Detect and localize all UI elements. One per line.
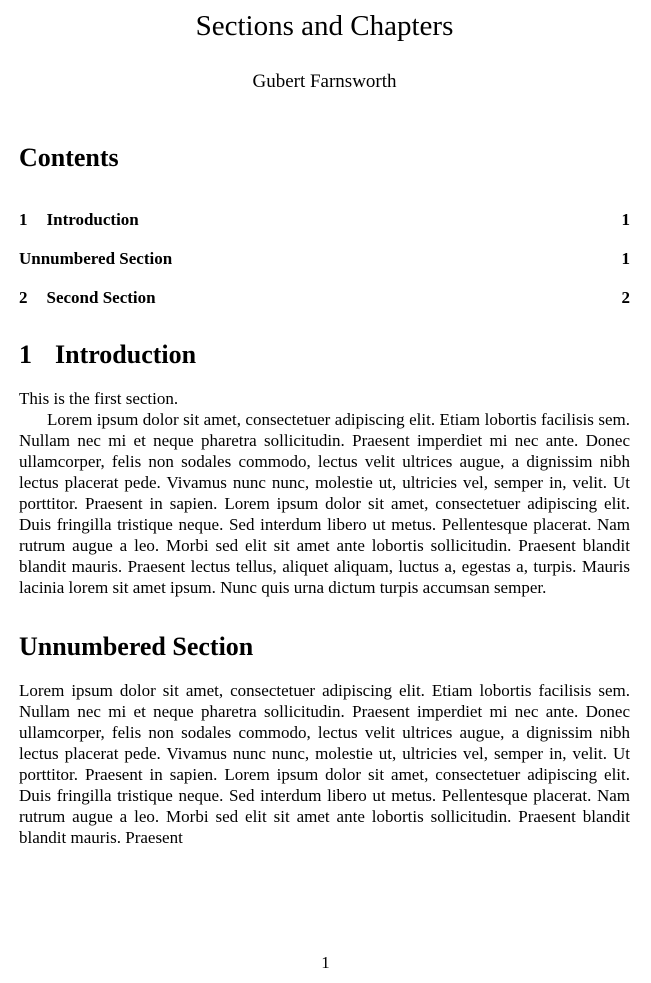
paragraph: Lorem ipsum dolor sit amet, consectetuer adipiscing elit. Etiam lobortis facilisis sem. Nullam nec mi et neque pharetra sollicitudin. Praesent imperdiet mi nec ante. Donec ullamcorper, felis non sodales commodo, lectus velit ultrices augue, a dignissim nibh lectus placerat pede. Vivamus nunc nunc, molestie ut, ultricies vel, semper in, velit. Ut porttitor. Praesent in sapien. Lorem ipsum dolor sit amet, consectetuer adipiscing elit. Duis fringilla tristique neque. Sed interdum libero ut metus. Pellentesque placerat. Nam rutrum augue a leo. Morbi sed elit sit amet ante lobortis sollicitudin. Praesent blandit blandit mauris. Praesent <box>19 680 630 847</box>
section-heading <box>19 632 630 662</box>
toc-entry <box>19 289 630 306</box>
section-unnumbered <box>19 632 630 848</box>
table-of-contents <box>19 211 630 306</box>
toc-entry-number: 1 <box>19 210 28 230</box>
section-title: Unnumbered Section <box>19 631 254 661</box>
contents-heading: Contents <box>19 143 119 173</box>
toc-entry-page: 1 <box>621 210 630 230</box>
document-author: Gubert Farnsworth <box>252 71 397 93</box>
toc-entry-number: 2 <box>19 288 28 308</box>
document-title: Sections and Chapters <box>195 10 454 42</box>
section-heading <box>19 340 630 370</box>
toc-entry-label: Second Section <box>46 288 156 308</box>
section-number: 1 <box>19 340 32 370</box>
toc-entry-page: 1 <box>621 249 630 269</box>
paragraph: Lorem ipsum dolor sit amet, consectetuer adipiscing elit. Etiam lobortis facilisis sem. Nullam nec mi et neque pharetra sollicitudin. Praesent imperdiet mi nec ante. Donec ullamcorper, felis non sodales commodo, lectus velit ultrices augue, a dignissim nibh lectus placerat pede. Vivamus nunc nunc, molestie ut, ultricies vel, semper in, velit. Ut porttitor. Praesent in sapien. Lorem ipsum dolor sit amet, consectetuer adipiscing elit. Duis fringilla tristique neque. Sed interdum libero ut metus. Pellentesque placerat. Nam rutrum augue a leo. Morbi sed elit sit amet ante lobortis sollicitudin. Praesent blandit blandit mauris. Praesent lectus tellus, aliquet aliquam, luctus a, egestas a, turpis. Mauris lacinia lorem sit amet ipsum. Nunc quis urna dictum turpis accumsan semper. <box>19 409 630 597</box>
page-number: 1 <box>321 953 330 972</box>
paragraph: This is the first section. <box>19 388 179 408</box>
toc-entry <box>19 250 630 267</box>
toc-entry-page: 2 <box>621 288 630 308</box>
toc-entry <box>19 211 630 228</box>
section-introduction <box>19 340 630 598</box>
toc-entry-label: Introduction <box>46 210 139 230</box>
section-title: Introduction <box>55 340 197 370</box>
toc-entry-label: Unnumbered Section <box>19 249 173 269</box>
